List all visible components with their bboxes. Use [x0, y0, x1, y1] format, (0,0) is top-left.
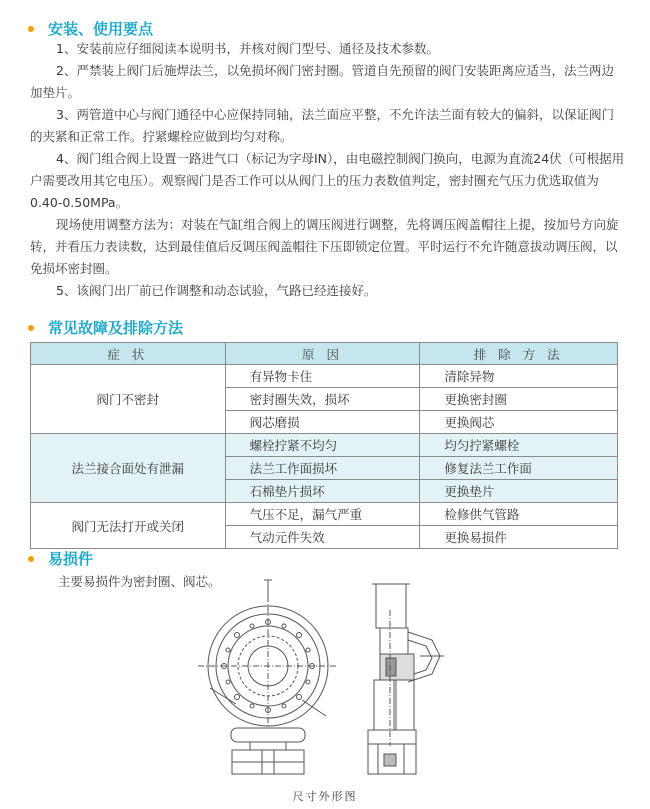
faults-title: 常见故障及排除方法	[48, 319, 184, 337]
header-cause: 原 因	[225, 343, 420, 365]
fix-cell: 修复法兰工作面	[420, 457, 618, 480]
fault-table	[30, 342, 618, 549]
header-symptom: 症 状	[31, 343, 226, 365]
fix-cell: 检修供气管路	[420, 503, 618, 526]
cause-cell: 气动元件失效	[225, 526, 420, 549]
fix-cell: 清除异物	[420, 365, 618, 388]
install-section-heading	[28, 18, 153, 39]
parts-title: 易损件	[48, 550, 94, 568]
install-item-4: 4、阀门组合阀上设置一路进气口（标记为字母IN），由电磁控制阀门换向，电源为直流24伏（可根据用户需要改用其它电压）。观察阀门是否工作可以从阀门上的压力表数值判定，密封圈充气压力优选取值为0.40-0.50MPa。	[30, 151, 625, 210]
dimension-drawing	[0, 570, 650, 785]
fix-cell: 更换密封圈	[420, 388, 618, 411]
cause-cell: 螺栓拧紧不均匀	[225, 434, 420, 457]
symptom-cell: 阀门不密封	[31, 365, 226, 434]
cause-cell: 石棉垫片损坏	[225, 480, 420, 503]
symptom-cell: 法兰接合面处有泄漏	[31, 434, 226, 503]
fix-cell: 更换阀芯	[420, 411, 618, 434]
install-title: 安装、使用要点	[48, 20, 154, 38]
install-item-5: 5、该阀门出厂前已作调整和动态试验，气路已经连接好。	[56, 283, 377, 298]
symptom-cell: 阀门无法打开或关闭	[31, 503, 226, 549]
fix-cell: 更换垫片	[420, 480, 618, 503]
bullet-icon	[28, 26, 34, 32]
table-row	[31, 365, 618, 388]
parts-section-heading	[28, 548, 93, 569]
install-item-1: 1、安装前应仔细阅读本说明书，并核对阀门型号、通径及技术参数。	[56, 41, 439, 56]
side-view	[368, 584, 444, 774]
cause-cell: 气压不足，漏气严重	[225, 503, 420, 526]
fix-cell: 更换易损件	[420, 526, 618, 549]
fault-table-header	[31, 343, 618, 365]
header-fix: 排 除 方 法	[420, 343, 618, 365]
fix-cell: 均匀拧紧螺栓	[420, 434, 618, 457]
cause-cell: 阀芯磨损	[225, 411, 420, 434]
table-row	[31, 503, 618, 526]
install-item-3: 3、两管道中心与阀门通径中心应保持同轴，法兰面应平整，不允许法兰面有较大的偏斜，以保证阀门的夹紧和正常工作。拧紧螺栓应做到均匀对称。	[30, 107, 614, 144]
table-row	[31, 434, 618, 457]
front-view	[198, 580, 338, 774]
cause-cell: 法兰工作面损坏	[225, 457, 420, 480]
cause-cell: 密封圈失效，损坏	[225, 388, 420, 411]
faults-section-heading	[28, 317, 183, 338]
bullet-icon	[28, 556, 34, 562]
drawing-caption: 尺寸外形图	[292, 790, 358, 803]
bullet-icon	[28, 325, 34, 331]
cause-cell: 有异物卡住	[225, 365, 420, 388]
parts-text: 主要易损件为密封圈、阀芯。	[58, 574, 221, 589]
install-item-2: 2、严禁装上阀门后施焊法兰，以免损坏阀门密封圈。管道自先预留的阀门安装距离应适当，法兰两边加垫片。	[30, 63, 614, 100]
install-adjust-method: 现场使用调整方法为：对装在气缸组合阀上的调压阀进行调整，先将调压阀盖帽往上提，按加号方向旋转，并看压力表读数，达到最佳值后反调压阀盖帽往下压即锁定位置。平时运行不允许随意拔动调压阀，以免损坏密封圈。	[30, 217, 619, 276]
